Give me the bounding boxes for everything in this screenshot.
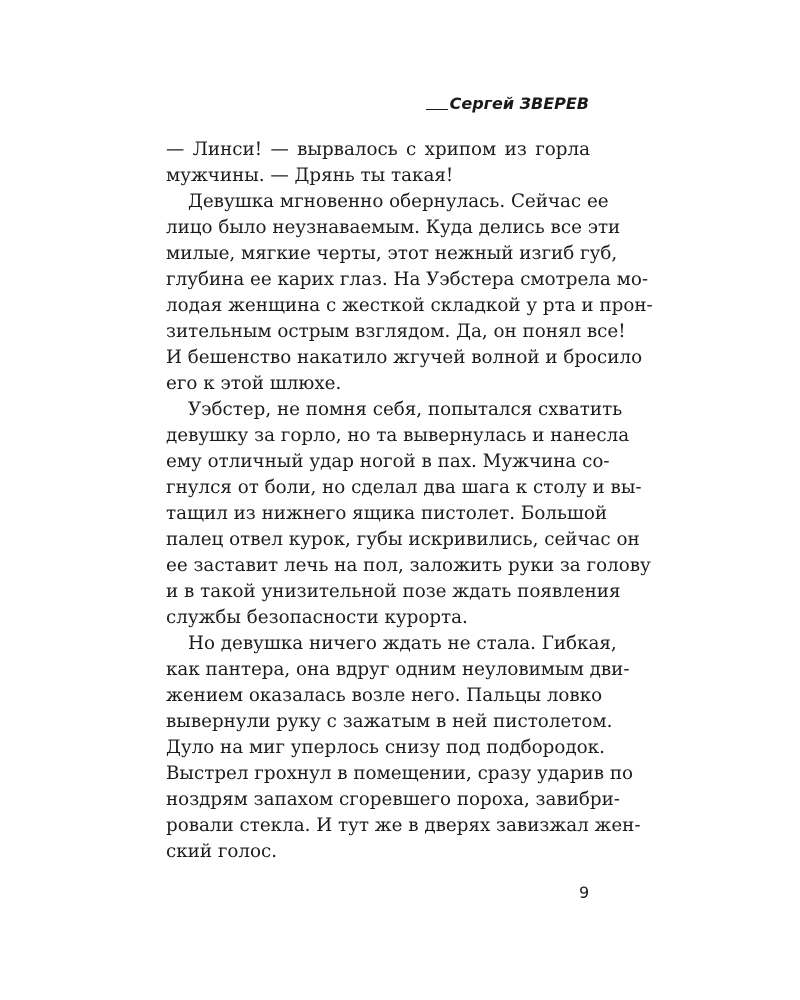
text-line: Но девушка ничего ждать не стала. Гибкая, <box>188 633 617 654</box>
text-line: ровали стекла. И тут же в дверях завизжал жен- <box>166 815 641 836</box>
page-number: 9 <box>579 883 590 902</box>
text-line: милые, мягкие черты, этот нежный изгиб губ, <box>166 243 618 264</box>
text-line: мужчины. — Дрянь ты такая! <box>166 165 454 186</box>
text-line: — Линси! — вырвалось с хрипом из горла <box>166 139 590 160</box>
text-line: лицо было неузнаваемым. Куда делись все эти <box>166 217 621 238</box>
text-line: ее заставит лечь на пол, заложить руки за голову <box>166 555 651 576</box>
text-line: девушку за горло, но та вывернулась и нанесла <box>166 425 630 446</box>
text-line: его к этой шлюхе. <box>166 373 342 394</box>
text-line: и в такой унизительной позе ждать появления <box>166 581 621 602</box>
text-line: ноздрям запахом сгоревшего пороха, завибри- <box>166 789 620 810</box>
text-line: вывернули руку с зажатым в ней пистолетом. <box>166 711 613 732</box>
text-line: службы безопасности курорта. <box>166 607 468 628</box>
text-line: Девушка мгновенно обернулась. Сейчас ее <box>188 191 609 212</box>
text-line: глубина ее карих глаз. На Уэбстера смотрела мо- <box>166 269 649 290</box>
header-author: Сергей ЗВЕРЕВ <box>449 94 589 113</box>
text-line: ский голос. <box>166 841 278 862</box>
running-header <box>426 94 589 113</box>
text-line: лодая женщина с жесткой складкой у рта и прон- <box>166 295 653 316</box>
text-line: палец отвел курок, губы искривились, сейчас он <box>166 529 640 550</box>
text-line: зительным острым взглядом. Да, он понял все! <box>166 321 626 342</box>
text-line: Уэбстер, не помня себя, попытался схватить <box>188 399 623 420</box>
text-line: гнулся от боли, но сделал два шага к столу и вы- <box>166 477 642 498</box>
body-text <box>166 137 653 865</box>
text-line: Выстрел грохнул в помещении, сразу ударив по <box>166 763 634 784</box>
text-line: ему отличный удар ногой в пах. Мужчина со- <box>166 451 610 472</box>
text-line: И бешенство накатило жгучей волной и бросило <box>166 347 643 368</box>
text-line: жением оказалась возле него. Пальцы ловко <box>166 685 603 706</box>
text-line: тащил из нижнего ящика пистолет. Большой <box>166 503 608 524</box>
text-line: как пантера, она вдруг одним неуловимым дви- <box>166 659 630 680</box>
header-rule <box>426 109 448 110</box>
text-line: Дуло на миг уперлось снизу под подбородок. <box>166 737 605 758</box>
